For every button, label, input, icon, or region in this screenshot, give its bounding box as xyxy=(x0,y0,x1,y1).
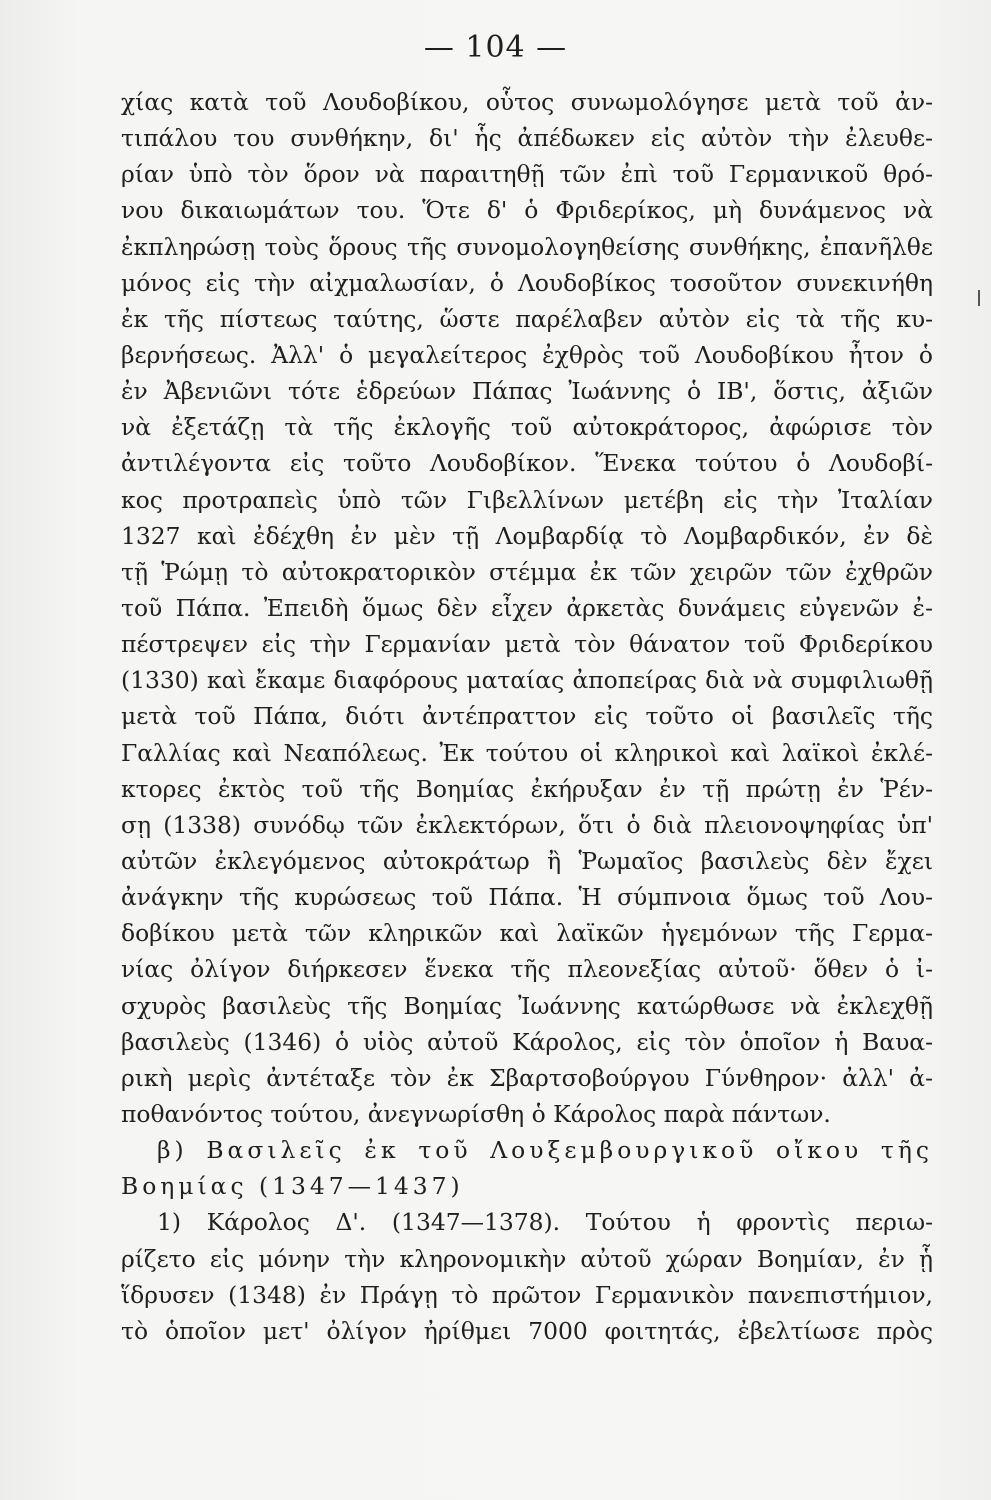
page-number: — 104 — xyxy=(423,30,568,65)
text-line: νου δικαιωμάτων του. Ὅτε δ' ὁ Φριδερίκος, μὴ δυνάμενος νὰ xyxy=(121,196,933,225)
text-line: ἀνάγκην τῆς κυρώσεως τοῦ Πάπα. Ἡ σύμπνοια ὅμως τοῦ Λου- xyxy=(121,883,933,912)
text-line: κος προτραπεὶς ὑπὸ τῶν Γιβελλίνων μετέβη εἰς τὴν Ἰταλίαν xyxy=(121,485,933,514)
text-line: ἐκ τῆς πίστεως ταύτης, ὥστε παρέλαβεν αὐτὸν εἰς τὰ τῆς κυ- xyxy=(121,304,933,333)
text-line: τῇ Ῥώμῃ τὸ αὐτοκρατορικὸν στέμμα ἐκ τῶν χειρῶν τῶν ἐχθρῶν xyxy=(121,557,933,586)
text-line: νὰ ἐξετάζῃ τὰ τῆς ἐκλογῆς τοῦ αὐτοκράτορος, ἀφώρισε τὸν xyxy=(121,413,933,442)
section-heading: β) Βασιλεῖς ἐκ τοῦ Λουξεμβουργικοῦ οἴκου τῆς xyxy=(157,1136,933,1165)
text-line: μετὰ τοῦ Πάπα, διότι ἀντέπραττον εἰς τοῦτο οἱ βασιλεῖς τῆς xyxy=(121,702,933,731)
text-line: κτορες ἐκτὸς τοῦ τῆς Βοημίας ἐκήρυξαν ἐν τῇ πρώτῃ ἐν Ῥέν- xyxy=(121,774,933,803)
text-line: τοῦ Πάπα. Ἐπειδὴ ὅμως δὲν εἶχεν ἀρκετὰς δυνάμεις εὐγενῶν ἐ- xyxy=(121,593,933,622)
text-line: ἵδρυσεν (1348) ἐν Πράγῃ τὸ πρῶτον Γερμανικὸν πανεπιστήμιον, xyxy=(121,1280,933,1309)
text-line: χίας κατὰ τοῦ Λουδοβίκου, οὗτος συνωμολόγησε μετὰ τοῦ ἀν- xyxy=(121,88,933,116)
page-edge-mark xyxy=(978,290,980,306)
text-line: 1327 καὶ ἐδέχθη ἐν μὲν τῇ Λομβαρδίᾳ τὸ Λομβαρδικόν, ἐν δὲ xyxy=(121,521,933,550)
text-line: ρίαν ὑπὸ τὸν ὅρον νὰ παραιτηθῇ τῶν ἐπὶ τοῦ Γερμανικοῦ θρό- xyxy=(121,160,933,189)
text-line: ρικὴ μερὶς ἀντέταξε τὸν ἐκ Σβαρτσοβούργου Γύνθηρον· ἀλλ' ἀ- xyxy=(121,1063,933,1092)
text-line: αὐτῶν ἐκλεγόμενος αὐτοκράτωρ ἢ Ῥωμαῖος βασιλεὺς δὲν ἔχει xyxy=(121,846,933,875)
text-line: σχυρὸς βασιλεὺς τῆς Βοημίας Ἰωάννης κατώρθωσε νὰ ἐκλεχθῇ xyxy=(121,991,933,1020)
subsection-line: 1) Κάρολος Δ'. (1347—1378). Τούτου ἡ φροντὶς περιω- xyxy=(157,1208,933,1237)
text-line: τιπάλου του συνθήκην, δι' ἧς ἀπέδωκεν εἰς αὐτὸν τὴν ἐλευθε- xyxy=(121,124,933,153)
section-heading-dates: Βοημίας (1347—1437) xyxy=(121,1172,464,1201)
text-line: δοβίκου μετὰ τῶν κληρικῶν καὶ λαϊκῶν ἡγεμόνων τῆς Γερμα- xyxy=(121,919,933,948)
text-line: ἀντιλέγοντα εἰς τοῦτο Λουδοβίκον. Ἕνεκα τούτου ὁ Λουδοβί- xyxy=(121,449,933,478)
text-line: σῃ (1338) συνόδῳ τῶν ἐκλεκτόρων, ὅτι ὁ διὰ πλειονοψηφίας ὑπ' xyxy=(121,810,933,839)
body-text xyxy=(121,84,933,1349)
text-line: νίας ὀλίγον διήρκεσεν ἕνεκα τῆς πλεονεξίας αὐτοῦ· ὅθεν ὁ ἰ- xyxy=(121,955,933,984)
text-line: ἐν Ἀβενιῶνι τότε ἑδρεύων Πάπας Ἰωάννης ὁ ΙΒ', ὅστις, ἀξιῶν xyxy=(121,377,933,406)
text-line: ἐκπληρώσῃ τοὺς ὅρους τῆς συνομολογηθείσης συνθήκης, ἐπανῆλθε xyxy=(121,232,933,261)
paragraph-end-line: ποθανόντος τούτου, ἀνεγνωρίσθη ὁ Κάρολος παρὰ πάντων. xyxy=(121,1099,831,1128)
text-line: τὸ ὁποῖον μετ' ὀλίγον ἠρίθμει 7000 φοιτητάς, ἐβελτίωσε πρὸς xyxy=(121,1316,933,1345)
text-line: βερνήσεως. Ἀλλ' ὁ μεγαλείτερος ἐχθρὸς τοῦ Λουδοβίκου ἦτον ὁ xyxy=(121,340,933,369)
text-line: ρίζετο εἰς μόνην τὴν κληρονομικὴν αὐτοῦ χώραν Βοημίαν, ἐν ᾗ xyxy=(121,1244,933,1273)
text-line: βασιλεὺς (1346) ὁ υἱὸς αὐτοῦ Κάρολος, εἰς τὸν ὁποῖον ἡ Βαυα- xyxy=(121,1027,933,1056)
text-line: μόνος εἰς τὴν αἰχμαλωσίαν, ὁ Λουδοβίκος τοσοῦτον συνεκινήθη xyxy=(121,268,933,297)
text-line: πέστρεψεν εἰς τὴν Γερμανίαν μετὰ τὸν θάνατον τοῦ Φριδερίκου xyxy=(121,630,933,659)
text-line: Γαλλίας καὶ Νεαπόλεως. Ἐκ τούτου οἱ κληρικοὶ καὶ λαϊκοὶ ἐκλέ- xyxy=(121,738,933,767)
text-line: (1330) καὶ ἔκαμε διαφόρους ματαίας ἀποπείρας διὰ νὰ συμφιλιωθῇ xyxy=(121,666,933,695)
